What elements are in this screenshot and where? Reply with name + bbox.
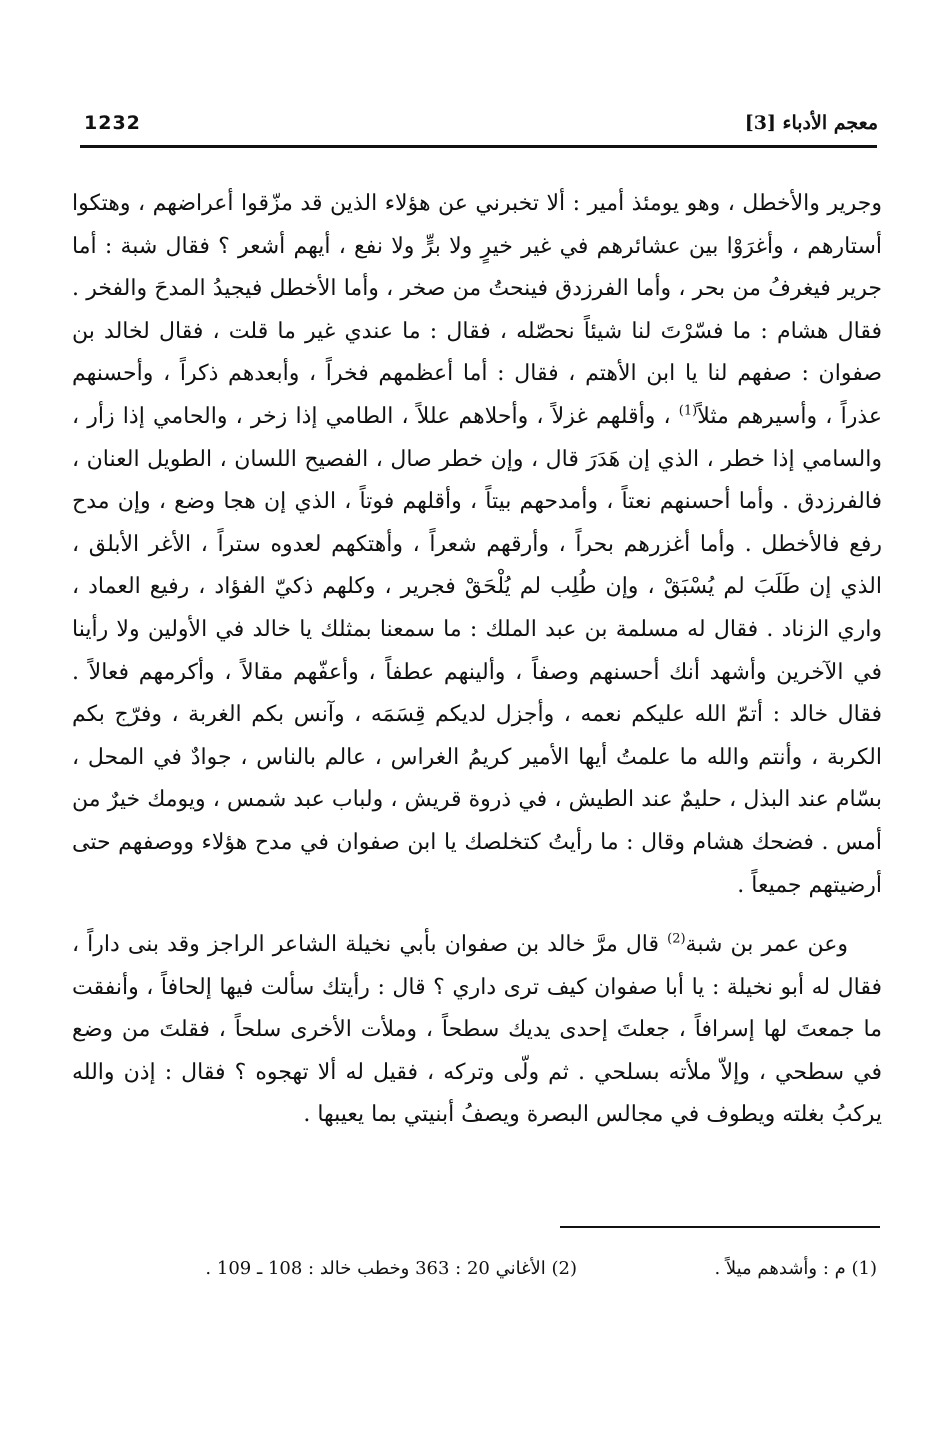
footnote-1: (1) م : وأشدهم ميلاً . — [714, 1258, 877, 1279]
footnote-rule — [560, 1226, 880, 1228]
paragraph-1-text: وجرير والأخطل ، وهو يومئذ أمير : ألا تخبرني عن هؤلاء الذين قد مزّقوا أعراضهم ، وهتكوا أستارهم ، وأغرَوْا بين عشائرهم في غير خيرٍ ولا برٍّ ولا نفع ، أيهم أشعر ؟ فقال شبة : أما جرير فيغرفُ من بحر ، وأما الفرزدق فينحتُ من صخر ، وأما الأخطل فيجيدُ المدحَ والفخر . فقال هشام : ما فسّرْتَ لنا شيئاً نحصّله ، فقال : ما عندي غير ما قلت ، فقال لخالد بن صفوان : صفهم لنا يا ابن الأهتم ، فقال : أما أعظمهم فخراً ، وأبعدهم ذكراً ، وأحسنهم عذراً ، وأسيرهم مثلاً — [72, 191, 882, 429]
footnote-mark-2: (2) — [667, 931, 686, 947]
running-head — [78, 112, 878, 144]
footnote-mark-1: (1) — [678, 403, 698, 419]
paragraph-2-text: قال مرَّ خالد بن صفوان بأبي نخيلة الشاعر الراجز وقد بنى داراً ، فقال له أبو نخيلة : يا أبا صفوان كيف ترى داري ؟ قال : رأيتك سألت فيها إلحافاً ، وأنفقت ما جمعتَ لها إسرافاً ، جعلتَ إحدى يديك سطحاً ، وملأت الأخرى سلحاً ، فقلتَ من وضع في سطحي ، وإلاّ ملأته بسلحي . ثم ولّى وتركه ، فقيل له ألا تهجوه ؟ فقال : إذن والله يركبُ بغلته ويطوف في مجالس البصرة ويصفُ أبنيتي بما يعيبها . — [72, 932, 882, 1128]
running-title: معجم الأدباء [3] — [744, 112, 878, 134]
footnotes — [80, 1258, 877, 1288]
body-text — [72, 183, 882, 1137]
paragraph-1 — [72, 183, 882, 907]
paragraph-2 — [72, 924, 882, 1137]
header-rule — [80, 145, 877, 148]
page-number: 1232 — [84, 112, 141, 134]
footnote-2: (2) الأغاني 20 : 363 وخطب خالد : 108 ـ 109 . — [205, 1258, 577, 1279]
paragraph-2-opening: وعن عمر بن شبة — [685, 932, 849, 958]
paragraph-1-continuation: ، وأقلهم غزلاً ، وأحلاهم عللاً ، الطامي إذا زخر ، والحامي إذا زأر ، والسامي إذا خطر ، الذي إن هَدَرَ قال ، وإن خطر صال ، الفصيح اللسان ، الطويل العنان ، فالفرزدق . وأما أحسنهم نعتاً ، وأمدحهم بيتاً ، وأقلهم فوتاً ، الذي إن هجا وضع ، وإن مدح رفع فالأخطل . وأما أغزرهم بحراً ، وأرقهم شعراً ، وأهتكهم لعدوه ستراً ، الأغر الأبلق ، الذي إن طَلَبَ لم يُسْبَقْ ، وإن طُلِب لم يُلْحَقْ فجرير ، وكلهم ذكيّ الفؤاد ، رفيع العماد ، واري الزناد . فقال له مسلمة بن عبد الملك : ما سمعنا بمثلك يا خالد في الأولين ولا رأينا في الآخرين وأشهد أنك أحسنهم وصفاً ، وألينهم عطفاً ، وأعفّهم مقالاً ، وأكرمهم فعالاً . فقال خالد : أتمّ الله عليكم نعمه ، وأجزل لديكم قِسَمَه ، وآنس بكم الغربة ، وفرّج بكم الكربة ، وأنتم والله ما علمتُ أيها الأمير كريمُ الغراس ، عالم بالناس ، جوادٌ في المحل ، بسّام عند البذل ، حليمٌ عند الطيش ، في ذروة قريش ، ولباب عبد شمس ، ويومك خيرٌ من أمس . فضحك هشام وقال : ما رأيتُ كتخلصك يا ابن صفوان في مدح هؤلاء ووصفهم حتى أرضيتهم جميعاً . — [72, 403, 882, 898]
